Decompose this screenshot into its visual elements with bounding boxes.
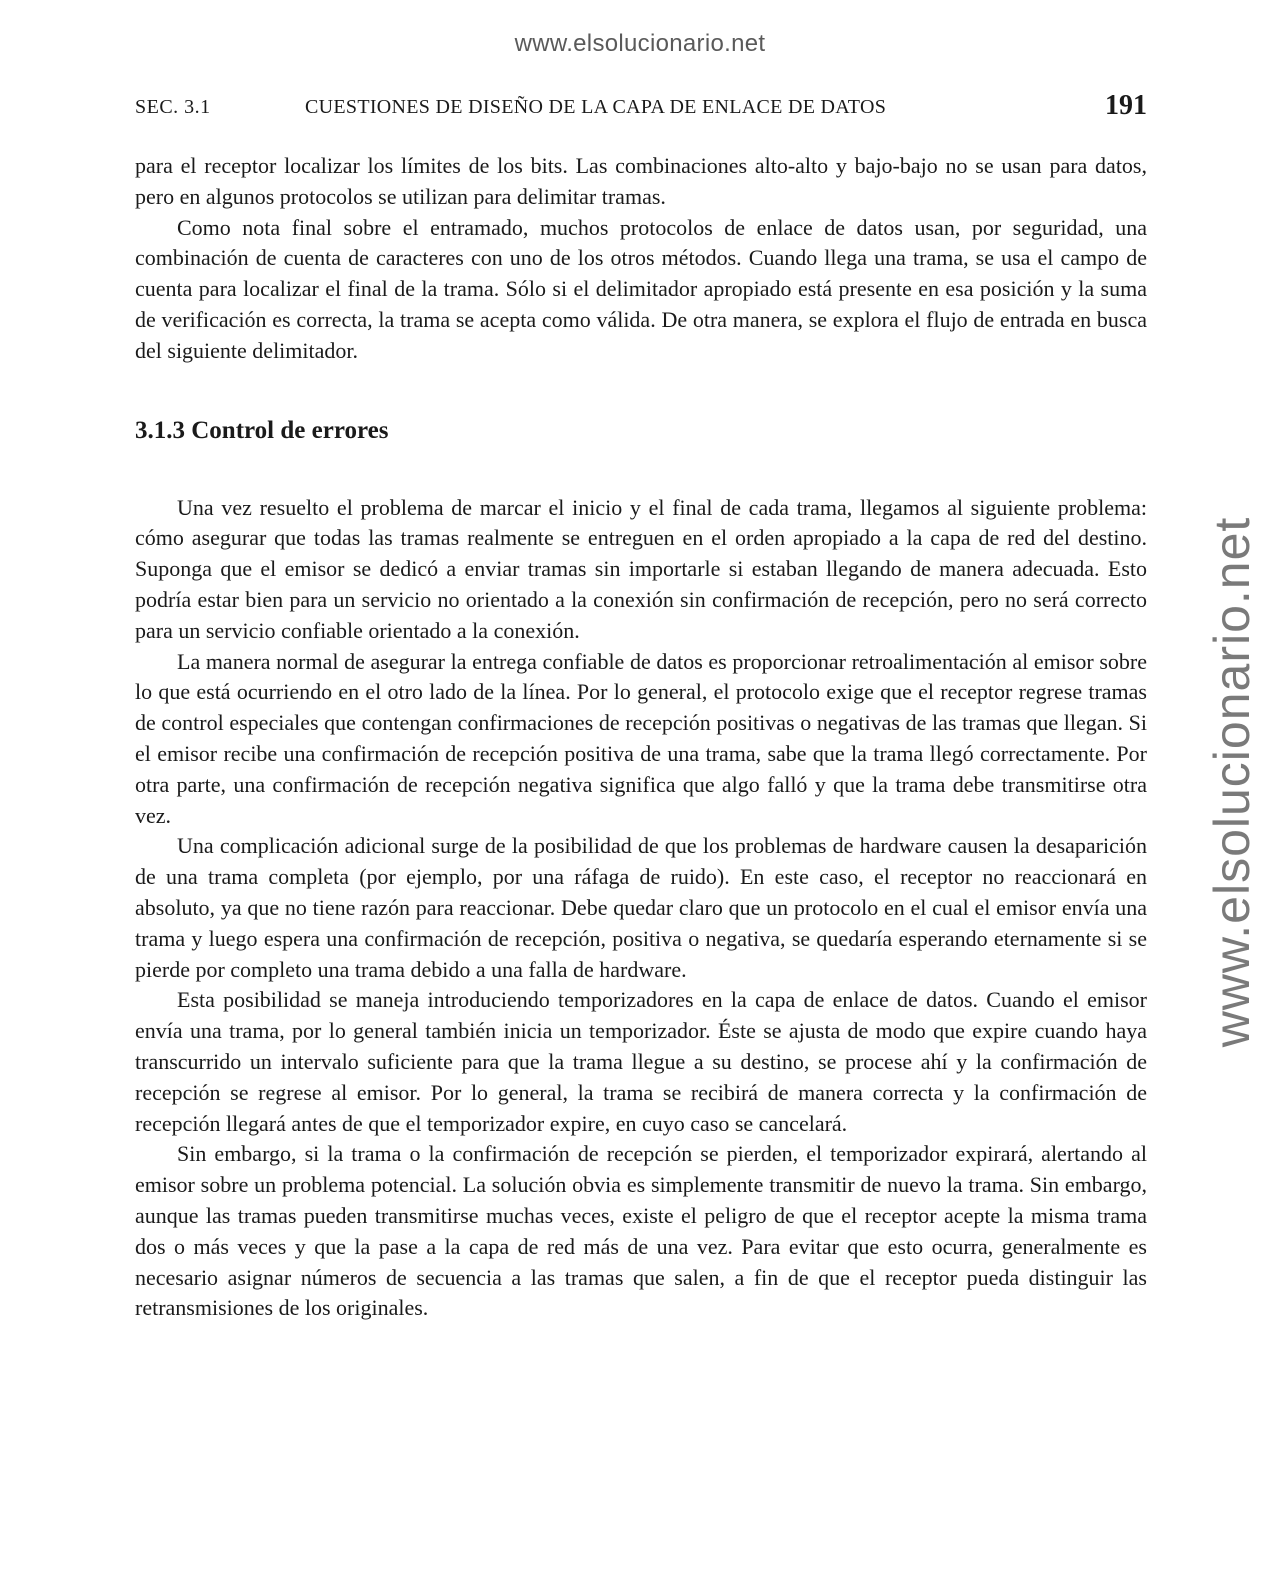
paragraph: Una complicación adicional surge de la posibilidad de que los problemas de hardware causen la desaparición de una trama completa (por ejemplo, por una ráfaga de ruido). En este caso, el receptor no reaccionará en absoluto, ya que no tiene razón para reaccionar. Debe quedar claro que un protocolo en el cual el emisor envía una trama y luego espera una confirmación de recepción, positiva o negativa, se quedaría esperando eternamente si se pierde por completo una trama debido a una falla de hardware. <box>135 833 1147 982</box>
paragraph: Una vez resuelto el problema de marcar el inicio y el final de cada trama, llegamos al siguiente problema: cómo asegurar que todas las tramas realmente se entreguen en el orden apropiado a la capa de red del destino. Suponga que el emisor se dedicó a enviar tramas sin importarle si estaban llegando de manera adecuada. Esto podría estar bien para un servicio no orientado a la conexión sin confirmación de recepción, pero no será correcto para un servicio confiable orientado a la conexión. <box>135 494 1147 643</box>
paragraph: Esta posibilidad se maneja introduciendo temporizadores en la capa de enlace de datos. Cuando el emisor envía una trama, por lo general también inicia un temporizador. Éste se ajusta de modo que expire cuando haya transcurrido un intervalo suficiente para que la trama llegue a su destino, se procese ahí y la confirmación de recepción se regrese al emisor. Por lo general, la trama se recibirá de manera correcta y la confirmación de recepción llegará antes de que el temporizador expire, en cuyo caso se cancelará. <box>135 987 1147 1136</box>
running-head-section: SEC. 3.1 <box>135 96 211 118</box>
paragraph: La manera normal de asegurar la entrega confiable de datos es proporcionar retroalimentación al emisor sobre lo que está ocurriendo en el otro lado de la línea. Por lo general, el protocolo exige que el receptor regrese tramas de control especiales que contengan confirmaciones de recepción positivas o negativas de las tramas que llegan. Si el emisor recibe una confirmación de recepción positiva de una trama, sabe que la trama llegó correctamente. Por otra parte, una confirmación de recepción negativa significa que algo falló y que la trama debe transmitirse otra vez. <box>135 648 1147 828</box>
running-head-title: CUESTIONES DE DISEÑO DE LA CAPA DE ENLACE DE DATOS <box>305 96 887 118</box>
page-number: 191 <box>1105 90 1147 121</box>
running-head <box>135 92 1147 126</box>
page-body <box>135 151 1147 1324</box>
watermark-top: www.elsolucionario.net <box>514 30 766 57</box>
watermark-side: www.elsolucionario.net <box>1204 516 1260 1048</box>
paragraph-continued: para el receptor localizar los límites de los bits. Las combinaciones alto-alto y bajo-bajo no se usan para datos, pero en algunos protocolos se utilizan para delimitar tramas. <box>135 153 1147 209</box>
paragraph: Sin embargo, si la trama o la confirmación de recepción se pierden, el temporizador expirará, alertando al emisor sobre un problema potencial. La solución obvia es simplemente transmitir de nuevo la trama. Sin embargo, aunque las tramas pueden transmitirse muchas veces, existe el peligro de que el receptor acepte la misma trama dos o más veces y que la pase a la capa de red más de una vez. Para evitar que esto ocurra, generalmente es necesario asignar números de secuencia a las tramas que salen, a fin de que el receptor pueda distinguir las retransmisiones de los originales. <box>135 1141 1147 1321</box>
section-heading: 3.1.3 Control de errores <box>135 416 389 444</box>
paragraph: Como nota final sobre el entramado, muchos protocolos de enlace de datos usan, por seguridad, una combinación de cuenta de caracteres con uno de los otros métodos. Cuando llega una trama, se usa el campo de cuenta para localizar el final de la trama. Sólo si el delimitador apropiado está presente en esa posición y la suma de verificación es correcta, la trama se acepta como válida. De otra manera, se explora el flujo de entrada en busca del siguiente delimitador. <box>135 214 1147 363</box>
